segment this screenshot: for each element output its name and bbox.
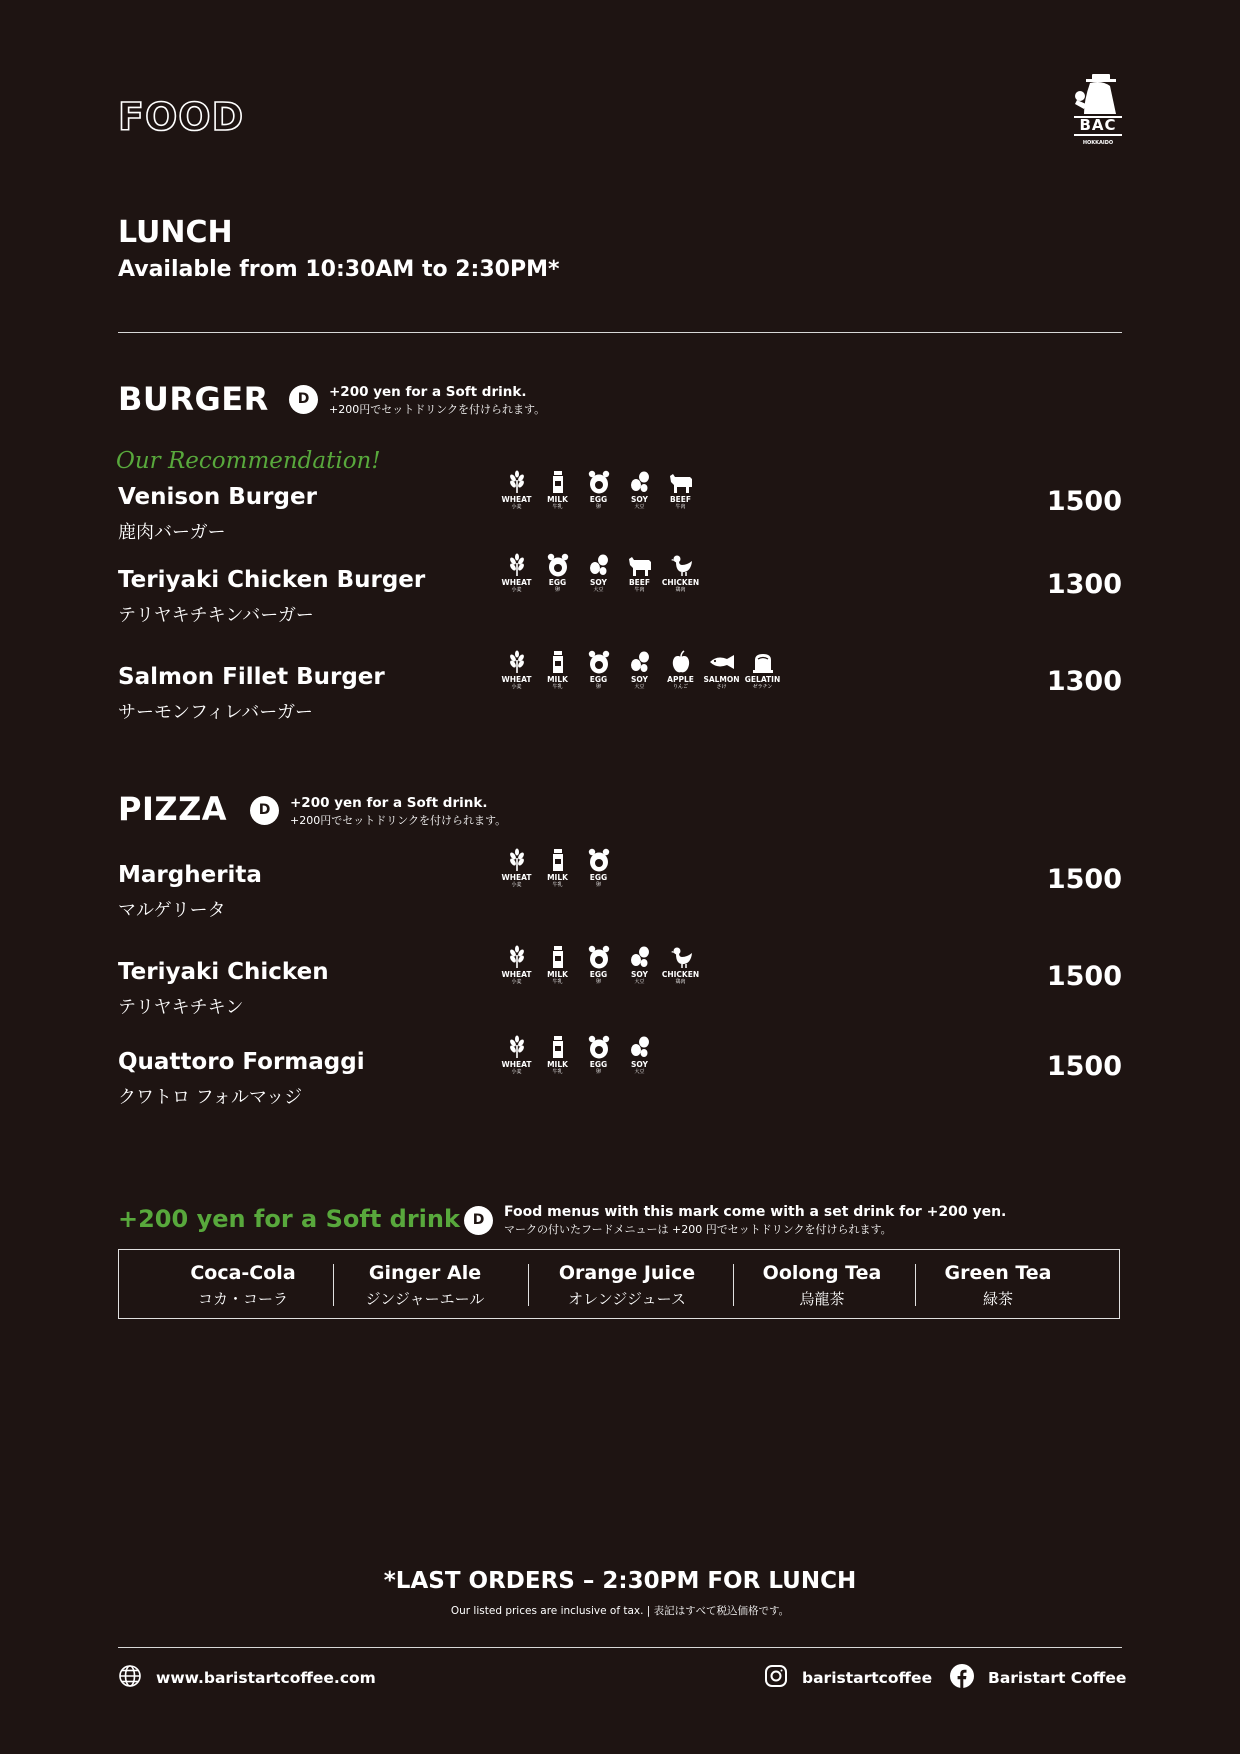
- allergen-label-ja: 卵: [595, 882, 601, 888]
- drinks-list: [118, 1249, 1120, 1319]
- beef-icon: [668, 470, 694, 494]
- allergen-label: MILK: [547, 495, 568, 504]
- note-en: +200 yen for a Soft drink.: [329, 384, 527, 400]
- facebook-link[interactable]: [950, 1664, 1126, 1692]
- allergen-label-ja: 小麦: [511, 882, 522, 888]
- menu-item: [118, 484, 317, 544]
- allergen-label: WHEAT: [501, 1060, 532, 1069]
- allergen: [496, 470, 537, 510]
- set-drink-badge: D: [289, 385, 318, 414]
- divider: [118, 332, 1122, 333]
- allergen-label-ja: 大豆: [634, 684, 645, 690]
- drink-divider: [733, 1264, 734, 1306]
- allergen-label-ja: 大豆: [593, 587, 604, 593]
- allergen: [660, 945, 701, 985]
- allergen-label-ja: 大豆: [634, 504, 645, 510]
- menu-item-name: Teriyaki Chicken Burger: [118, 567, 426, 593]
- menu-item-price: 1500: [1046, 961, 1122, 992]
- allergen: [660, 553, 701, 593]
- wheat-icon: [504, 470, 530, 494]
- drink-name: Oolong Tea: [762, 1262, 882, 1284]
- menu-item-name-ja: テリヤキチキンバーガー: [118, 605, 314, 626]
- drink-item: [190, 1262, 295, 1309]
- drink-name-ja: オレンジジュース: [568, 1290, 686, 1308]
- egg-icon: [586, 470, 612, 494]
- drink-divider: [333, 1264, 334, 1306]
- allergen-label-ja: 大豆: [634, 1069, 645, 1075]
- allergen: [578, 470, 619, 510]
- burger-drink-note: [329, 384, 545, 417]
- milk-icon: [545, 848, 571, 872]
- pizza-drink-note: [290, 795, 506, 828]
- drink-name: Orange Juice: [558, 1262, 696, 1284]
- allergen: [578, 1035, 619, 1075]
- allergen-list: [496, 650, 783, 690]
- allergen-label: SOY: [631, 675, 648, 684]
- allergen-label: EGG: [589, 970, 608, 979]
- milk-icon: [545, 945, 571, 969]
- menu-item-name-ja: テリヤキチキン: [118, 997, 244, 1018]
- allergen-label: EGG: [589, 1060, 608, 1069]
- allergen-label-ja: ゼラチン: [752, 684, 773, 690]
- globe-icon: [118, 1664, 142, 1692]
- drink-item: [763, 1262, 882, 1309]
- allergen-label: CHICKEN: [661, 578, 700, 587]
- allergen-label: WHEAT: [501, 578, 532, 587]
- allergen-label: MILK: [547, 1060, 568, 1069]
- allergen-label-ja: 牛肉: [634, 587, 645, 593]
- note-ja: マークの付いたフードメニューは +200 円でセットドリンクを付けられます。: [504, 1223, 892, 1236]
- menu-item-price: 1300: [1046, 666, 1122, 697]
- last-orders-notice: *LAST ORDERS – 2:30PM FOR LUNCH: [383, 1568, 857, 1594]
- allergen-label-ja: 小麦: [511, 587, 522, 593]
- egg-icon: [545, 553, 571, 577]
- allergen-label: GELATIN: [744, 675, 781, 684]
- allergen-label-ja: 鶏肉: [675, 587, 686, 593]
- allergen-label-ja: 卵: [595, 684, 601, 690]
- lunch-title: LUNCH: [118, 215, 233, 250]
- soy-icon: [627, 470, 653, 494]
- soft-drink-title: +200 yen for a Soft drink: [118, 1205, 460, 1233]
- menu-item: [118, 1049, 365, 1109]
- menu-item-price: 1500: [1046, 486, 1122, 517]
- menu-item-name-ja: 鹿肉バーガー: [118, 522, 226, 543]
- menu-item-price: 1500: [1046, 864, 1122, 895]
- allergen-label: BEEF: [669, 495, 692, 504]
- allergen-label: MILK: [547, 873, 568, 882]
- allergen-label-ja: 牛乳: [552, 979, 563, 985]
- allergen-label-ja: 小麦: [511, 1069, 522, 1075]
- allergen-label: SOY: [590, 578, 607, 587]
- note-ja: +200円でセットドリンクを付けられます。: [290, 814, 507, 827]
- allergen: [537, 1035, 578, 1075]
- allergen-label-ja: 牛乳: [552, 684, 563, 690]
- website-text: www.baristartcoffee.com: [156, 1669, 376, 1687]
- drink-name-ja: ジンジャーエール: [365, 1290, 485, 1308]
- allergen: [619, 1035, 660, 1075]
- allergen-list: [496, 848, 619, 888]
- allergen-label-ja: 卵: [595, 504, 601, 510]
- menu-item: [118, 959, 329, 1019]
- allergen-list: [496, 945, 701, 985]
- facebook-text: Baristart Coffee: [988, 1669, 1127, 1687]
- drink-item: [944, 1262, 1051, 1309]
- allergen: [578, 848, 619, 888]
- soft-drink-note: [504, 1204, 1006, 1237]
- wheat-icon: [504, 945, 530, 969]
- allergen-label-ja: 小麦: [511, 504, 522, 510]
- allergen: [660, 650, 701, 690]
- allergen-label-ja: 牛乳: [552, 882, 563, 888]
- allergen: [537, 650, 578, 690]
- allergen-label: SALMON: [703, 675, 740, 684]
- allergen-label: MILK: [547, 970, 568, 979]
- allergen-label: WHEAT: [501, 495, 532, 504]
- egg-icon: [586, 1035, 612, 1059]
- egg-icon: [586, 848, 612, 872]
- chicken-icon: [668, 553, 694, 577]
- menu-item: [118, 664, 385, 724]
- drink-item: [559, 1262, 695, 1309]
- allergen: [578, 945, 619, 985]
- allergen-label: SOY: [631, 1060, 648, 1069]
- allergen: [496, 553, 537, 593]
- page-title: FOOD: [118, 95, 245, 139]
- milk-icon: [545, 1035, 571, 1059]
- allergen: [496, 945, 537, 985]
- allergen: [619, 945, 660, 985]
- wheat-icon: [504, 650, 530, 674]
- menu-item-name: Venison Burger: [118, 484, 317, 510]
- drink-name: Coca-Cola: [190, 1262, 296, 1284]
- allergen: [496, 650, 537, 690]
- allergen-label: CHICKEN: [661, 970, 700, 979]
- note-en: +200 yen for a Soft drink.: [290, 795, 488, 811]
- allergen-label: WHEAT: [501, 873, 532, 882]
- allergen-label: BEEF: [628, 578, 651, 587]
- note-ja: +200円でセットドリンクを付けられます。: [329, 403, 546, 416]
- instagram-text: baristartcoffee: [802, 1669, 933, 1687]
- allergen: [537, 848, 578, 888]
- logo-text: BAC: [1079, 116, 1117, 134]
- allergen: [619, 553, 660, 593]
- allergen-label-ja: 牛乳: [552, 504, 563, 510]
- recommendation-label: Our Recommendation!: [116, 448, 381, 474]
- allergen-label-ja: 小麦: [511, 684, 522, 690]
- allergen-label: EGG: [589, 675, 608, 684]
- allergen: [660, 470, 701, 510]
- allergen-label: SOY: [631, 970, 648, 979]
- website-link[interactable]: [118, 1664, 376, 1692]
- allergen: [496, 1035, 537, 1075]
- allergen: [619, 470, 660, 510]
- menu-item-name-ja: サーモンフィレバーガー: [118, 702, 313, 723]
- allergen: [578, 553, 619, 593]
- allergen-label: WHEAT: [501, 970, 532, 979]
- allergen-label: WHEAT: [501, 675, 532, 684]
- burger-section-title: BURGER: [118, 380, 269, 418]
- drink-name: Green Tea: [944, 1262, 1052, 1284]
- allergen: [701, 650, 742, 690]
- beef-icon: [627, 553, 653, 577]
- set-drink-badge: D: [464, 1206, 493, 1235]
- milk-icon: [545, 470, 571, 494]
- instagram-icon: [764, 1664, 788, 1692]
- menu-item-name: Salmon Fillet Burger: [118, 664, 385, 690]
- drink-item: [366, 1262, 485, 1309]
- allergen-label: EGG: [589, 495, 608, 504]
- allergen-list: [496, 553, 701, 593]
- drink-name-ja: 緑茶: [982, 1290, 1013, 1308]
- drink-divider: [915, 1264, 916, 1306]
- set-drink-badge: D: [250, 796, 279, 825]
- logo-subtext: HOKKAIDO: [1082, 140, 1114, 146]
- allergen-label-ja: りんご: [672, 684, 688, 690]
- wheat-icon: [504, 848, 530, 872]
- allergen-label: APPLE: [667, 675, 694, 684]
- drink-divider: [528, 1264, 529, 1306]
- menu-item-name-ja: マルゲリータ: [118, 900, 226, 921]
- apple-icon: [668, 650, 694, 674]
- soy-icon: [586, 553, 612, 577]
- allergen: [537, 553, 578, 593]
- divider: [118, 1647, 1122, 1648]
- pizza-section-title: PIZZA: [118, 790, 228, 828]
- wheat-icon: [504, 1035, 530, 1059]
- allergen-label: EGG: [548, 578, 567, 587]
- allergen-label-ja: 牛肉: [675, 504, 686, 510]
- chicken-icon: [668, 945, 694, 969]
- egg-icon: [586, 945, 612, 969]
- allergen: [537, 945, 578, 985]
- allergen-label: EGG: [589, 873, 608, 882]
- soy-icon: [627, 1035, 653, 1059]
- allergen: [619, 650, 660, 690]
- allergen-label-ja: 大豆: [634, 979, 645, 985]
- menu-item-name: Teriyaki Chicken: [118, 959, 329, 985]
- wheat-icon: [504, 553, 530, 577]
- allergen-label: SOY: [631, 495, 648, 504]
- allergen: [537, 470, 578, 510]
- salmon-icon: [709, 650, 735, 674]
- drink-name-ja: 烏龍茶: [799, 1290, 845, 1308]
- allergen-label-ja: 卵: [595, 979, 601, 985]
- allergen-label-ja: 小麦: [511, 979, 522, 985]
- allergen-label-ja: 牛乳: [552, 1069, 563, 1075]
- note-en: Food menus with this mark come with a set drink for +200 yen.: [504, 1204, 1007, 1220]
- allergen-label: MILK: [547, 675, 568, 684]
- menu-item-name: Margherita: [118, 862, 262, 888]
- allergen: [742, 650, 783, 690]
- lunch-availability: Available from 10:30AM to 2:30PM*: [118, 257, 560, 282]
- allergen: [578, 650, 619, 690]
- brand-logo: [1072, 74, 1124, 154]
- menu-item-price: 1500: [1046, 1051, 1122, 1082]
- gelatin-icon: [750, 650, 776, 674]
- allergen-list: [496, 470, 701, 510]
- allergen-label-ja: さけ: [716, 684, 727, 690]
- egg-icon: [586, 650, 612, 674]
- soy-icon: [627, 650, 653, 674]
- allergen-list: [496, 1035, 660, 1075]
- allergen-label-ja: 卵: [595, 1069, 601, 1075]
- drink-name: Ginger Ale: [368, 1262, 482, 1284]
- soy-icon: [627, 945, 653, 969]
- instagram-link[interactable]: [764, 1664, 932, 1692]
- allergen-label-ja: 卵: [554, 587, 560, 593]
- milk-icon: [545, 650, 571, 674]
- allergen-label-ja: 鶏肉: [675, 979, 686, 985]
- menu-item-name-ja: クワトロ フォルマッジ: [118, 1087, 303, 1108]
- menu-item-name: Quattoro Formaggi: [118, 1049, 365, 1075]
- menu-item: [118, 862, 262, 922]
- tax-note: Our listed prices are inclusive of tax. | 表記はすべて税込価格です。: [450, 1605, 790, 1617]
- allergen: [496, 848, 537, 888]
- facebook-icon: [950, 1664, 974, 1692]
- menu-item: [118, 567, 425, 627]
- drink-name-ja: コカ・コーラ: [197, 1290, 288, 1308]
- menu-item-price: 1300: [1046, 569, 1122, 600]
